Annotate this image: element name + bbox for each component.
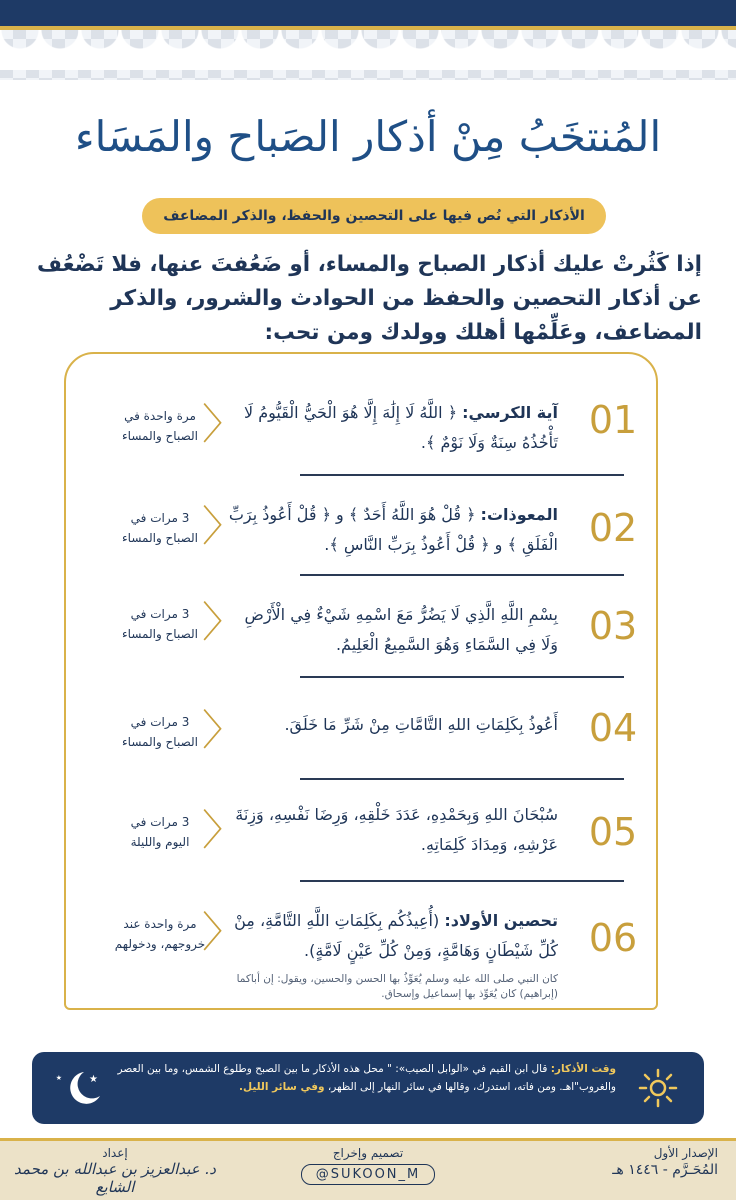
page-title [0,112,736,161]
author-credit [10,1146,220,1196]
sun-icon [638,1068,678,1108]
time-box-body: قال ابن القيم في «الوابل الصيب»: " محل هذه الأذكار ما بين الصبح وطلوع الشمس، وما بين العصر والغروب"اهـ. ومن فاته، استدرك، وقالها في سائر النهار إلى الظهر، [117,1063,616,1093]
divider [300,880,624,882]
item-body: ﴿ اللَّهُ لَا إِلَٰهَ إِلَّا هُوَ الْحَيُّ الْقَيُّومُ لَا تَأْخُذُهُ سِنَةٌ وَلَا نَوْمٌ ﴾. [243,403,558,452]
frequency-line: الصباح والمساء [122,429,198,443]
frequency-line: 3 مرات في [130,715,190,729]
bracket-icon: 〈 [201,400,244,449]
design-credit [268,1146,468,1185]
time-box-label: وقت الأذكار: [550,1063,616,1075]
divider [300,676,624,678]
frequency-line: 3 مرات في [130,607,190,621]
divider [300,474,624,476]
item-body: أَعُوذُ بِكَلِمَاتِ اللهِ التَّامَّاتِ مِنْ شَرِّ مَا خَلَقَ. [284,715,558,734]
item-note: كان النبي صلى الله عليه وسلم يُعَوِّذُ بها الحسن والحسين، ويقول: إن أباكما (إبراهيم) كان يُعَوِّذ بها إسماعيل وإسحاق. [236,973,558,1000]
frequency-line: الصباح والمساء [122,735,198,749]
edition-label: الإصدار الأول [653,1146,718,1160]
time-box-text [106,1060,616,1096]
item-number: 01 [588,398,638,442]
frequency-line: الصباح والمساء [122,531,198,545]
frequency-line: 3 مرات في [130,511,190,525]
frequency-line: الصباح والمساء [122,627,198,641]
bracket-icon: 〈 [201,706,244,755]
item-body: سُبْحَانَ اللهِ وَبِحَمْدِهِ، عَدَدَ خَلْقِهِ، وَرِضَا نَفْسِهِ، وَزِنَةَ عَرْشِهِ، وَمِدَادَ كَلِمَاتِهِ. [235,805,558,854]
moon-icon [54,1066,114,1110]
bracket-icon: 〈 [201,598,244,647]
bracket-icon: 〈 [201,502,244,551]
item-number: 02 [588,506,638,550]
item-number: 05 [588,810,638,854]
frequency-line: مرة واحدة عند [123,917,197,931]
item-number: 04 [588,706,638,750]
item-label: تحصين الأولاد: [444,911,558,930]
edition-info [558,1146,718,1178]
item-number: 03 [588,604,638,648]
item-number: 06 [588,916,638,960]
social-handle: @SUKOON_M [301,1164,436,1185]
subtitle-badge [142,198,606,234]
time-box-highlight: وفي سائر الليل. [238,1081,325,1093]
item-text [201,500,558,560]
edition-date: المُحَـرَّم - ١٤٤٦ هـ [612,1162,718,1178]
divider [300,574,624,576]
svg-text:★: ★ [89,1074,98,1085]
title-text: المُنتخَبُ مِنْ أذكار الصَباح والمَسَاء [74,112,662,161]
prepared-label: إعداد [102,1146,128,1160]
top-decorative-band [0,0,736,80]
design-label: تصميم وإخراج [332,1146,404,1160]
item-text [228,710,558,740]
bracket-icon: 〈 [201,908,244,957]
frequency-line: 3 مرات في [130,815,190,829]
intro-paragraph: إذا كَثُرتْ عليك أذكار الصباح والمساء، أو ضَعُفتَ عنها، فلا تَضْعُف عن أذكار التحصين والحفظ من الحوادث والشرور، والذكر المضاعف، وعَلِّمْها أهلك وولدك ومن تحب: [37,252,702,345]
item-body: (أُعِيذُكُم بِكَلِمَاتِ اللَّهِ التَّامَّةِ، مِنْ كُلِّ شَيْطَانٍ وَهَامَّةٍ، وَمِنْ كُلِّ عَيْنٍ لَامَّةٍ). [234,911,558,960]
item-text [201,906,558,966]
divider [300,778,624,780]
item-body: ﴿ قُلْ هُوَ اللَّهُ أَحَدٌ ﴾ و ﴿ قُلْ أَعُوذُ بِرَبِّ الْفَلَقِ ﴾ و ﴿ قُلْ أَعُوذُ بِرَبِّ النَّاسِ ﴾. [228,505,558,554]
item-label: المعوذات: [480,505,558,524]
frequency-line: خروجهم، ودخولهم [114,937,206,951]
subtitle-text: الأذكار التي نُص فيها على التحصين والحفظ، والذكر المضاعف [163,208,585,224]
svg-text:★: ★ [55,1074,62,1082]
item-label: آية الكرسي: [462,403,558,422]
bracket-icon: 〈 [201,806,244,855]
item-text [201,598,558,660]
frequency-line: مرة واحدة في [124,409,196,423]
item-text [201,398,558,458]
item-text [201,800,558,860]
adhkar-time-box [32,1052,704,1124]
frequency-line: اليوم والليلة [130,835,190,849]
author-signature: د. عبدالعزيز بن عبدالله بن محمد الشايع [14,1160,216,1196]
item-body: بِسْمِ اللَّهِ الَّذِي لَا يَضُرُّ مَعَ اسْمِهِ شَيْءٌ فِي الْأَرْضِ وَلَا فِي السَّمَاءِ وَهُوَ السَّمِيعُ الْعَلِيمُ. [244,605,558,654]
